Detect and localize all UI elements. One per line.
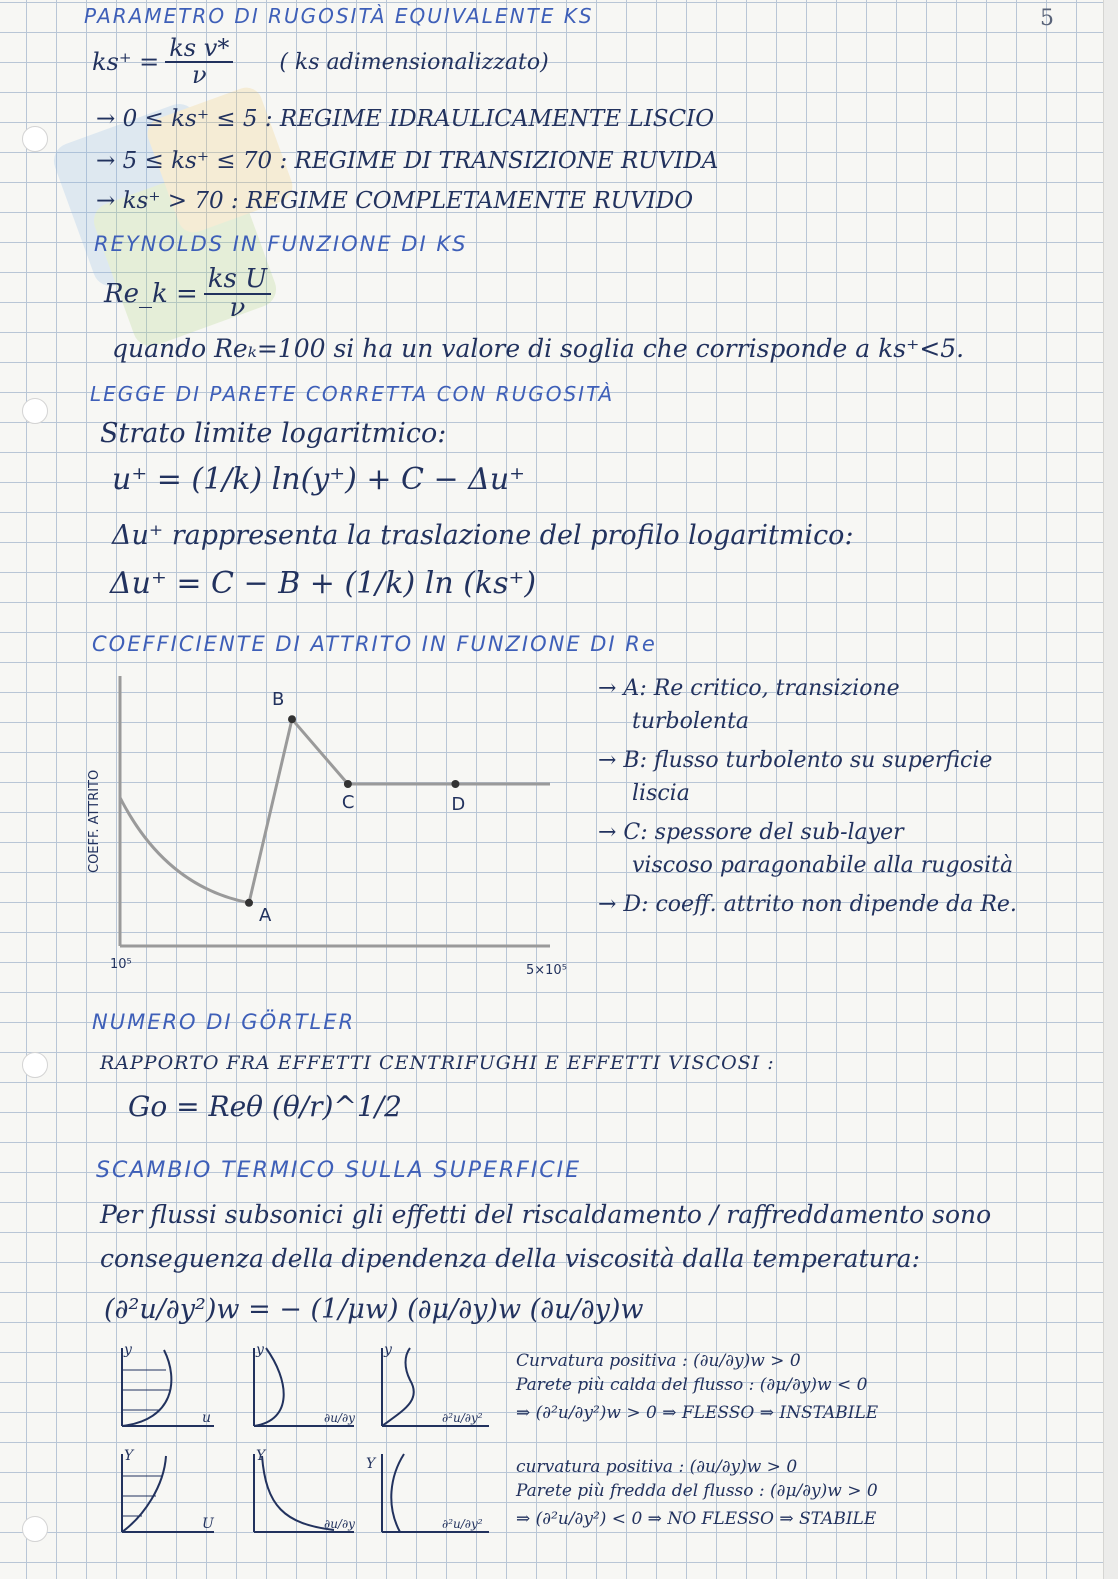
reynolds-note: quando Reₖ=100 si ha un valore di soglia che corrisponde a ks⁺<5. bbox=[112, 334, 965, 363]
binder-hole bbox=[22, 1052, 48, 1078]
chart-point-label: D bbox=[451, 794, 466, 815]
ks-formula-lhs: ks⁺ = bbox=[92, 48, 160, 77]
heat-line: conseguenza della dipendenza della viscosità dalla temperatura: bbox=[100, 1244, 921, 1273]
reynolds-formula-lhs: Re_k = bbox=[104, 279, 198, 310]
reynolds-formula-numerator: ks U bbox=[204, 266, 271, 295]
curvature-profile-sketch bbox=[366, 1454, 489, 1532]
heated-wall-notes bbox=[516, 1350, 878, 1425]
chart-point-label: B bbox=[272, 689, 285, 711]
gradient-profile-sketch bbox=[254, 1342, 355, 1426]
friction-note: → B: flusso turbolento su superficie bbox=[598, 748, 993, 773]
cooled-note: ⇒ (∂²u/∂y²) < 0 ⇒ NO FLESSO ⇒ STABILE bbox=[516, 1508, 877, 1529]
wall-law-equation: u⁺ = (1/k) ln(y⁺) + C − Δu⁺ bbox=[112, 462, 525, 497]
reynolds-formula-denominator: ν bbox=[229, 293, 246, 324]
wall-law-description: Δu⁺ rappresenta la traslazione del profilo logaritmico: bbox=[112, 520, 854, 551]
reynolds-formula bbox=[104, 266, 277, 323]
friction-note: → C: spessore del sub-layer bbox=[598, 820, 904, 845]
friction-note: turbolenta bbox=[632, 709, 750, 734]
plot-x-label: U bbox=[202, 1516, 214, 1532]
watermark-logo bbox=[30, 40, 410, 420]
delta-u-equation: Δu⁺ = C − B + (1/k) ln (ks⁺) bbox=[110, 566, 537, 601]
plot-x-label: ∂²u/∂y² bbox=[442, 1411, 483, 1425]
plot-y-label: y bbox=[256, 1342, 264, 1358]
plot-y-label: y bbox=[384, 1342, 392, 1358]
cooled-note: Parete più fredda del flusso : (∂μ/∂y)w > 0 bbox=[516, 1480, 878, 1501]
friction-note: → D: coeff. attrito non dipende da Re. bbox=[598, 892, 1017, 917]
friction-chart bbox=[80, 668, 570, 980]
plot-x-label: ∂u/∂y bbox=[324, 1517, 355, 1531]
plot-y-label: y bbox=[124, 1342, 132, 1358]
page-number: 5 bbox=[1040, 6, 1054, 31]
chart-point-label: C bbox=[341, 792, 355, 813]
profile-row-cooled bbox=[104, 1446, 504, 1542]
ks-formula-note: ( ks adimensionalizzato) bbox=[279, 49, 549, 75]
regime-line: → 5 ≤ ks⁺ ≤ 70 : REGIME DI TRANSIZIONE RUVIDA bbox=[96, 148, 719, 174]
plot-y-label: Y bbox=[124, 1448, 134, 1464]
wall-law-subtitle: Strato limite logaritmico: bbox=[100, 418, 447, 449]
profile-row-heated bbox=[104, 1340, 504, 1436]
plot-x-label: u bbox=[202, 1410, 212, 1426]
plot-y-label: Y bbox=[366, 1456, 376, 1472]
heated-note: Curvatura positiva : (∂u/∂y)w > 0 bbox=[516, 1351, 801, 1371]
ks-formula-numerator: ks v* bbox=[165, 36, 233, 63]
plot-y-label: Y bbox=[256, 1448, 266, 1464]
page-edge bbox=[1103, 0, 1118, 1579]
section-title-heat: SCAMBIO TERMICO SULLA SUPERFICIE bbox=[96, 1158, 582, 1183]
velocity-profile-sketch bbox=[122, 1448, 215, 1532]
chart-y-label: COEFF. ATTRITO bbox=[87, 769, 102, 873]
ks-formula bbox=[92, 36, 549, 88]
plot-x-label: ∂u/∂y bbox=[324, 1411, 355, 1425]
friction-note: viscoso paragonabile alla rugosità bbox=[632, 853, 1014, 878]
heat-line: Per flussi subsonici gli effetti del riscaldamento / raffreddamento sono bbox=[100, 1200, 992, 1229]
curvature-profile-sketch bbox=[382, 1342, 489, 1426]
friction-notes bbox=[598, 672, 1017, 921]
heat-formula: (∂²u/∂y²)w = − (1/μw) (∂μ/∂y)w (∂u/∂y)w bbox=[104, 1294, 644, 1325]
friction-note: liscia bbox=[632, 781, 690, 806]
section-title-friction: COEFFICIENTE DI ATTRITO IN FUNZIONE DI Re bbox=[92, 632, 657, 656]
cooled-wall-notes bbox=[516, 1456, 878, 1531]
regime-line: → 0 ≤ ks⁺ ≤ 5 : REGIME IDRAULICAMENTE LISCIO bbox=[96, 106, 715, 132]
chart-point-label: A bbox=[259, 904, 272, 926]
chart-series-line bbox=[120, 798, 249, 903]
heated-note: ⇒ (∂²u/∂y²)w > 0 ⇒ FLESSO ⇒ INSTABILE bbox=[516, 1402, 879, 1423]
cooled-note: curvatura positiva : (∂u/∂y)w > 0 bbox=[516, 1457, 798, 1477]
chart-point-c bbox=[344, 780, 352, 788]
friction-note: → A: Re critico, transizione bbox=[598, 676, 900, 701]
gradient-profile-sketch bbox=[254, 1448, 355, 1532]
regime-line: → ks⁺ > 70 : REGIME COMPLETAMENTE RUVIDO bbox=[96, 188, 694, 214]
chart-point-a bbox=[245, 899, 253, 907]
heated-note: Parete più calda del flusso : (∂μ/∂y)w < 0 bbox=[516, 1374, 868, 1395]
section-title-wall-law: LEGGE DI PARETE CORRETTA CON RUGOSITÀ bbox=[90, 382, 615, 406]
gortler-description: RAPPORTO FRA EFFETTI CENTRIFUGHI E EFFETTI VISCOSI : bbox=[100, 1052, 775, 1074]
chart-series-line bbox=[249, 719, 550, 903]
section-title-reynolds: REYNOLDS IN FUNZIONE DI KS bbox=[94, 232, 468, 256]
section-title-gortler: NUMERO DI GÖRTLER bbox=[92, 1010, 356, 1034]
chart-x-tick-label: 10⁵ bbox=[110, 957, 132, 972]
ks-formula-denominator: ν bbox=[191, 61, 207, 90]
section-title-ks: PARAMETRO DI RUGOSITÀ EQUIVALENTE KS bbox=[84, 4, 594, 28]
chart-x-tick-label: 5×10⁵ bbox=[526, 963, 567, 978]
chart-point-b bbox=[288, 715, 296, 723]
gortler-formula: Go = Reθ (θ/r)^1/2 bbox=[128, 1090, 402, 1123]
reynolds-formula-fraction bbox=[204, 266, 271, 323]
binder-hole bbox=[22, 1516, 48, 1542]
ks-formula-fraction bbox=[165, 36, 233, 88]
chart-point-d bbox=[451, 780, 459, 788]
plot-x-label: ∂²u/∂y² bbox=[442, 1517, 483, 1531]
velocity-profile-sketch bbox=[122, 1342, 214, 1426]
